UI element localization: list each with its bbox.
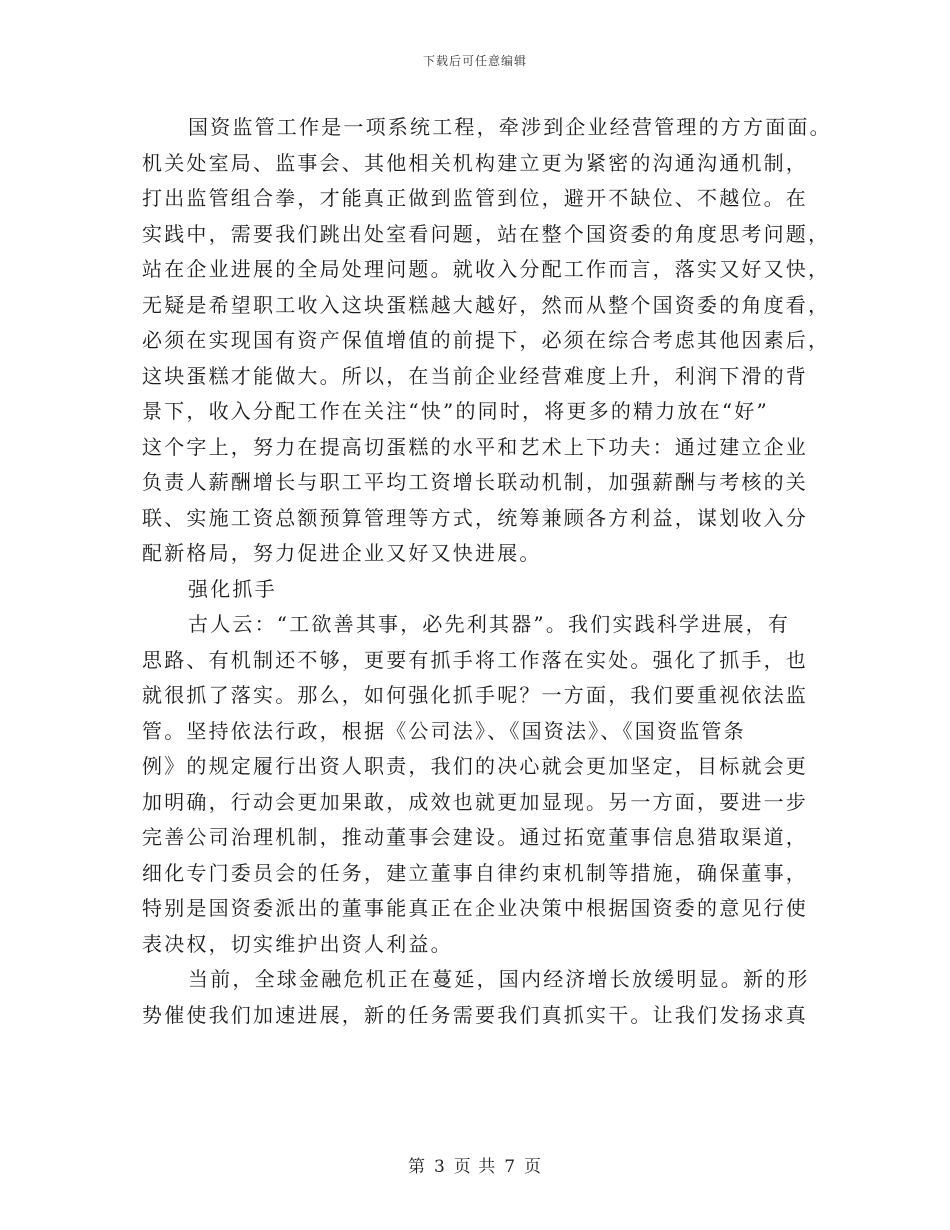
paragraph-line: 当前，全球金融危机正在蔓延，国内经济增长放缓明显。新的形 — [188, 967, 810, 991]
paragraph-line: 例》的规定履行出资人职责，我们的决心就会更加坚定，目标就会更 — [142, 754, 808, 778]
document-body — [142, 110, 832, 1033]
page-footer — [0, 1152, 950, 1177]
paragraph-line: 配新格局，努力促进企业又好又快进展。 — [142, 541, 542, 565]
paragraph-line: 就很抓了落实。那么，如何强化抓手呢？一方面，我们要重视依法监 — [142, 683, 808, 707]
paragraph-line: 负责人薪酬增长与职工平均工资增长联动机制，加强薪酬与考核的关 — [142, 470, 808, 494]
paragraph-line: 必须在实现国有资产保值增值的前提下，必须在综合考虑其他因素后， — [142, 328, 831, 352]
footer-prefix: 第 — [407, 1157, 426, 1177]
section-heading: 强化抓手 — [188, 576, 277, 601]
paragraph-line: 站在企业进展的全局处理问题。就收入分配工作而言，落实又好又快， — [142, 257, 831, 281]
paragraph-line: 表决权，切实维护出资人利益。 — [142, 931, 453, 956]
paragraph-line: 这块蛋糕才能做大。所以，在当前企业经营难度上升，利润下滑的背 — [142, 363, 808, 388]
paragraph-line: 无疑是希望职工收入这块蛋糕越大越好，然而从整个国资委的角度看， — [142, 292, 831, 317]
paragraph-line: 联、实施工资总额预算管理等方式，统筹兼顾各方利益，谋划收入分 — [142, 505, 808, 530]
paragraph-line: 加明确，行动会更加果敢，成效也就更加显现。另一方面，要进一步 — [142, 789, 808, 814]
paragraph-line: 这个字上，努力在提高切蛋糕的水平和艺术上下功夫：通过建立企业 — [142, 434, 808, 459]
footer-suffix: 页 — [524, 1157, 543, 1177]
paragraph-line: 管。坚持依法行政，根据《公司法》、《国资法》、《国资监管条 — [142, 718, 746, 743]
page-header: 下载后可任意编辑 — [422, 54, 527, 68]
total-page-count: 7 — [504, 1157, 517, 1177]
paragraph-line: 打出监管组合拳，才能真正做到监管到位，避开不缺位、不越位。在 — [142, 186, 808, 210]
paragraph-line: 实践中，需要我们跳出处室看问题，站在整个国资委的角度思考问题， — [142, 221, 831, 246]
paragraph-line: 完善公司治理机制，推动董事会建设。通过拓宽董事信息猎取渠道， — [142, 825, 808, 849]
footer-middle: 页 共 — [453, 1157, 497, 1177]
paragraph-line: 思路、有机制还不够，更要有抓手将工作落在实处。强化了抓手，也 — [142, 647, 808, 672]
paragraph-line: 机关处室局、监事会、其他相关机构建立更为紧密的沟通沟通机制， — [142, 150, 808, 175]
paragraph-line: 景下，收入分配工作在关注“快”的同时，将更多的精力放在“好” — [142, 399, 769, 423]
current-page-number: 3 — [433, 1157, 446, 1177]
paragraph-line: 国资监管工作是一项系统工程，牵涉到企业经营管理的方方面面。 — [188, 115, 832, 139]
paragraph-line: 细化专门委员会的任务，建立董事自律约束机制等措施，确保董事， — [142, 860, 808, 885]
paragraph-line: 古人云：“工欲善其事，必先利其器”。我们实践科学进展，有 — [188, 612, 791, 636]
paragraph-line: 势催使我们加速进展，新的任务需要我们真抓实干。让我们发扬求真 — [142, 1002, 808, 1027]
paragraph-line: 特别是国资委派出的董事能真正在企业决策中根据国资委的意见行使 — [142, 896, 808, 920]
